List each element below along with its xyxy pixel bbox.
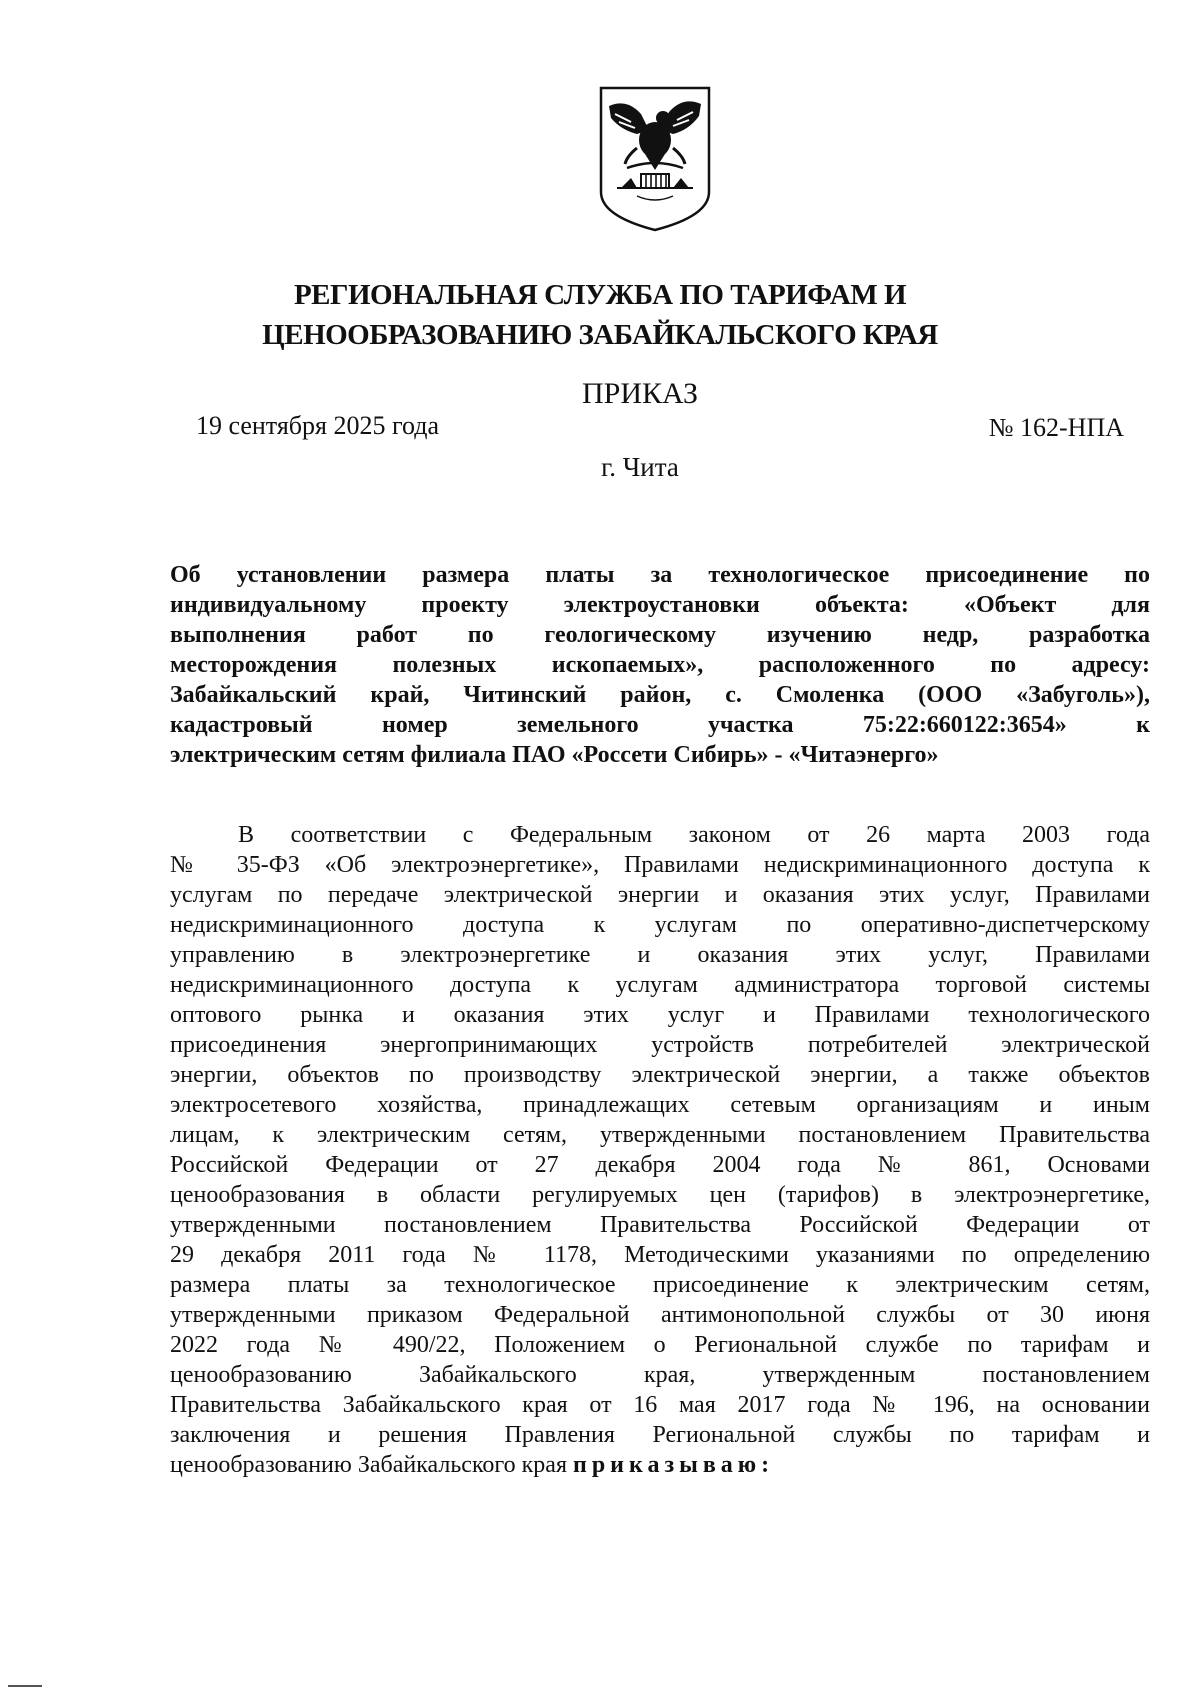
title-line: Об установлении размера платы за технологическое присоединение по bbox=[170, 562, 1150, 588]
body-line: 29 декабря 2011 года № 1178, Методическими указаниями по определению bbox=[170, 1242, 1150, 1268]
preamble-paragraph bbox=[170, 820, 1150, 1480]
body-line: энергии, объектов по производству электрической энергии, а также объектов bbox=[170, 1062, 1150, 1088]
organization-name-line: РЕГИОНАЛЬНАЯ СЛУЖБА ПО ТАРИФАМ И bbox=[293, 279, 907, 311]
document-number: № 162-НПА bbox=[988, 413, 1124, 442]
title-line: выполнения работ по геологическому изучению недр, разработка bbox=[170, 622, 1150, 648]
document-type: ПРИКАЗ bbox=[582, 377, 698, 410]
document-title bbox=[170, 560, 1150, 770]
body-line: недискриминационного доступа к услугам по оперативно-диспетчерскому bbox=[170, 912, 1150, 938]
organization-name bbox=[200, 275, 1000, 355]
body-line: Правительства Забайкальского края от 16 мая 2017 года № 196, на основании bbox=[170, 1392, 1150, 1418]
body-line: ценообразованию Забайкальского края, утвержденным постановлением bbox=[170, 1362, 1150, 1388]
body-line: утвержденными постановлением Правительства Российской Федерации от bbox=[170, 1212, 1150, 1238]
title-line: Забайкальский край, Читинский район, с. Смоленка (ООО «Забуголь»), bbox=[170, 682, 1150, 708]
body-line: электросетевого хозяйства, принадлежащих сетевым организациям и иным bbox=[170, 1092, 1150, 1118]
body-line: размера платы за технологическое присоединение к электрическим сетям, bbox=[170, 1272, 1150, 1298]
body-line: утвержденными приказом Федеральной антимонопольной службы от 30 июня bbox=[170, 1302, 1150, 1328]
document-city: г. Чита bbox=[601, 452, 679, 482]
body-line: оптового рынка и оказания этих услуг и Правилами технологического bbox=[170, 1002, 1150, 1028]
body-line-text: ценообразованию Забайкальского края bbox=[170, 1452, 567, 1478]
body-line: заключения и решения Правления Региональной службы по тарифам и bbox=[170, 1422, 1150, 1448]
body-line: услугам по передаче электрической энергии и оказания этих услуг, Правилами bbox=[170, 882, 1150, 908]
order-keyword: приказываю: bbox=[572, 1452, 775, 1478]
title-line: индивидуальному проекту электроустановки объекта: «Объект для bbox=[170, 592, 1150, 618]
organization-name-line: ЦЕНООБРАЗОВАНИЮ ЗАБАЙКАЛЬСКОГО КРАЯ bbox=[262, 319, 938, 351]
title-line: электрическим сетям филиала ПАО «Россети Сибирь» - «Читаэнерго» bbox=[170, 742, 939, 768]
coat-of-arms-icon bbox=[597, 84, 713, 234]
body-line: В соответствии с Федеральным законом от 26 марта 2003 года bbox=[238, 822, 1150, 848]
body-line: ценообразования в области регулируемых цен (тарифов) в электроэнергетике, bbox=[170, 1182, 1150, 1208]
title-line: кадастровый номер земельного участка 75:22:660122:3654» к bbox=[170, 712, 1150, 738]
title-line: месторождения полезных ископаемых», расположенного по адресу: bbox=[170, 652, 1150, 678]
scan-artifact-mark bbox=[8, 1685, 42, 1687]
body-line: присоединения энергопринимающих устройств потребителей электрической bbox=[170, 1032, 1150, 1058]
body-line: управлению в электроэнергетике и оказания этих услуг, Правилами bbox=[170, 942, 1150, 968]
body-line: 2022 года № 490/22, Положением о Региональной службе по тарифам и bbox=[170, 1332, 1150, 1358]
body-last-line bbox=[170, 1450, 1150, 1480]
body-line: недискриминационного доступа к услугам администратора торговой системы bbox=[170, 972, 1150, 998]
body-line: № 35-ФЗ «Об электроэнергетике», Правилами недискриминационного доступа к bbox=[170, 852, 1150, 878]
body-line: лицам, к электрическим сетям, утвержденными постановлением Правительства bbox=[170, 1122, 1150, 1148]
document-date: 19 сентября 2025 года bbox=[196, 411, 440, 440]
body-line: Российской Федерации от 27 декабря 2004 года № 861, Основами bbox=[170, 1152, 1150, 1178]
